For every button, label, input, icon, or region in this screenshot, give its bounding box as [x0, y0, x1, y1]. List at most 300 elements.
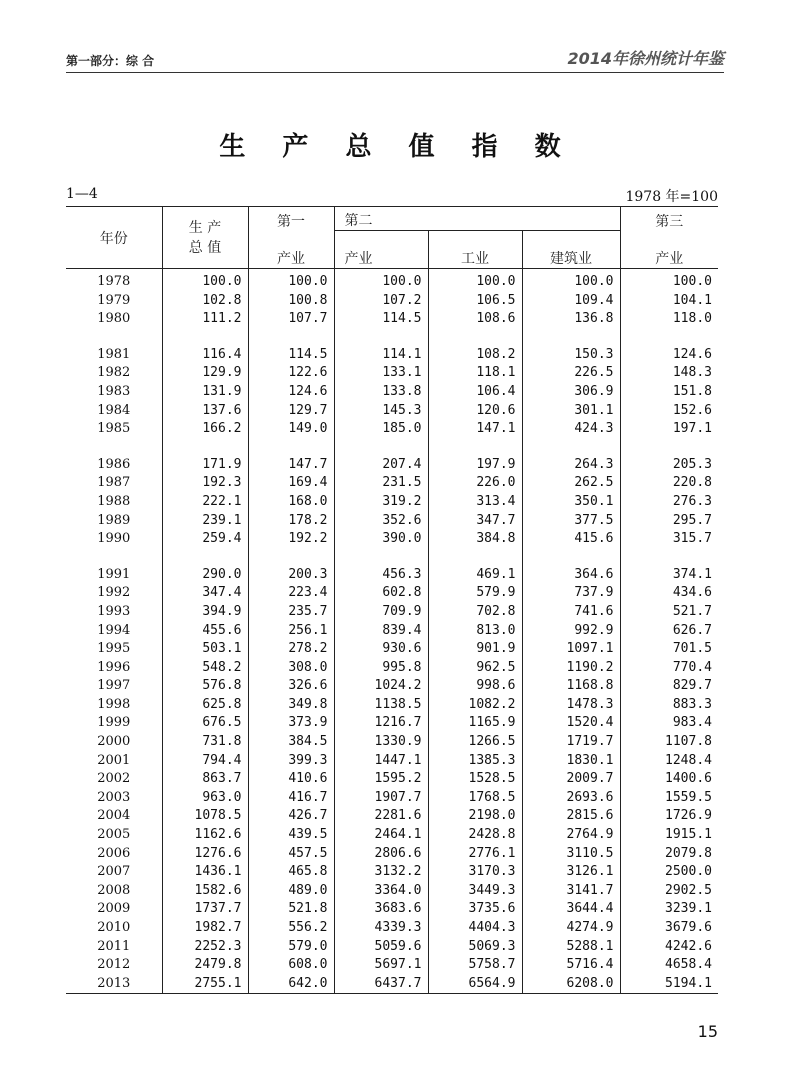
table-row [66, 530, 718, 549]
cell-tertiary: 118.0 [620, 310, 718, 329]
cell-tertiary: 4658.4 [620, 956, 718, 975]
table-row [66, 752, 718, 771]
cell-secondary: 2806.6 [334, 845, 428, 864]
cell-year: 1990 [97, 531, 131, 547]
cell-primary: 416.7 [248, 789, 334, 808]
cell-gdp: 1078.5 [162, 807, 248, 826]
cell-industry: 120.6 [428, 402, 522, 421]
cell-industry: 106.4 [428, 383, 522, 402]
spacer-cell [248, 329, 334, 346]
header-industry: 工业 [428, 231, 522, 269]
cell-construction: 3644.4 [522, 900, 620, 919]
cell-construction: 1830.1 [522, 752, 620, 771]
cell-secondary: 1138.5 [334, 696, 428, 715]
table-row [66, 269, 718, 292]
cell-construction: 262.5 [522, 474, 620, 493]
cell-primary: 278.2 [248, 640, 334, 659]
cell-construction: 3110.5 [522, 845, 620, 864]
cell-tertiary: 2500.0 [620, 863, 718, 882]
cell-industry: 226.0 [428, 474, 522, 493]
cell-construction: 1478.3 [522, 696, 620, 715]
header-year: 年份 [66, 207, 162, 269]
cell-industry: 100.0 [428, 269, 522, 292]
cell-industry: 3735.6 [428, 900, 522, 919]
cell-construction: 5288.1 [522, 938, 620, 957]
cell-primary: 579.0 [248, 938, 334, 957]
cell-gdp: 192.3 [162, 474, 248, 493]
table-row [66, 659, 718, 678]
cell-year: 2001 [97, 752, 131, 768]
page-number: 15 [697, 1022, 718, 1041]
cell-industry: 901.9 [428, 640, 522, 659]
table-row [66, 696, 718, 715]
cell-gdp: 131.9 [162, 383, 248, 402]
cell-year: 2013 [66, 975, 162, 994]
spacer-cell [248, 549, 334, 566]
cell-year: 1981 [97, 346, 131, 362]
table-row [66, 566, 718, 585]
table-row [66, 770, 718, 789]
cell-tertiary: 829.7 [620, 677, 718, 696]
cell-year: 1983 [97, 383, 131, 399]
header-primary-line1: 第一 [248, 207, 334, 231]
cell-secondary: 930.6 [334, 640, 428, 659]
cell-primary: 457.5 [248, 845, 334, 864]
table-row [66, 789, 718, 808]
base-year-note: 1978 年=100 [625, 189, 718, 205]
table-row [66, 956, 718, 975]
cell-construction: 306.9 [522, 383, 620, 402]
cell-gdp: 290.0 [162, 566, 248, 585]
cell-tertiary: 3679.6 [620, 919, 718, 938]
cell-primary: 129.7 [248, 402, 334, 421]
spacer-cell [248, 439, 334, 456]
cell-tertiary: 1915.1 [620, 826, 718, 845]
cell-secondary: 390.0 [334, 530, 428, 549]
cell-year: 1996 [97, 659, 131, 675]
cell-primary: 107.7 [248, 310, 334, 329]
cell-secondary: 3683.6 [334, 900, 428, 919]
cell-primary: 100.8 [248, 292, 334, 311]
cell-primary: 114.5 [248, 346, 334, 365]
cell-gdp: 102.8 [162, 292, 248, 311]
cell-year: 2012 [97, 957, 131, 973]
cell-year: 2003 [97, 789, 131, 805]
cell-year: 1993 [97, 603, 131, 619]
cell-tertiary: 374.1 [620, 566, 718, 585]
cell-primary: 169.4 [248, 474, 334, 493]
cell-year: 2002 [97, 771, 131, 787]
row-group-spacer [66, 549, 718, 566]
cell-gdp: 1436.1 [162, 863, 248, 882]
cell-primary: 100.0 [248, 269, 334, 292]
cell-gdp: 963.0 [162, 789, 248, 808]
header-rule [66, 72, 724, 73]
cell-tertiary: 4242.6 [620, 938, 718, 957]
cell-year: 1978 [97, 274, 131, 289]
cell-secondary: 1216.7 [334, 714, 428, 733]
table-row [66, 383, 718, 402]
spacer-cell [162, 549, 248, 566]
spacer-cell [66, 549, 162, 566]
cell-construction: 136.8 [522, 310, 620, 329]
cell-gdp: 394.9 [162, 603, 248, 622]
cell-gdp: 2755.1 [162, 975, 248, 994]
cell-construction: 301.1 [522, 402, 620, 421]
cell-primary: 373.9 [248, 714, 334, 733]
cell-primary: 147.7 [248, 456, 334, 475]
cell-secondary: 6437.7 [334, 975, 428, 994]
table-row [66, 512, 718, 531]
cell-primary: 223.4 [248, 584, 334, 603]
table-row [66, 826, 718, 845]
spacer-cell [428, 329, 522, 346]
cell-industry: 106.5 [428, 292, 522, 311]
cell-industry: 1768.5 [428, 789, 522, 808]
yearbook-title: 2014年徐州统计年鉴 [567, 49, 724, 68]
cell-construction: 1719.7 [522, 733, 620, 752]
cell-year: 1989 [97, 512, 131, 528]
cell-secondary: 3132.2 [334, 863, 428, 882]
cell-primary: 149.0 [248, 420, 334, 439]
table-row [66, 364, 718, 383]
row-group-spacer [66, 439, 718, 456]
table-row [66, 882, 718, 901]
cell-industry: 3449.3 [428, 882, 522, 901]
cell-secondary: 1595.2 [334, 770, 428, 789]
table-row [66, 584, 718, 603]
cell-secondary: 602.8 [334, 584, 428, 603]
header-gdp [162, 207, 248, 269]
cell-primary: 384.5 [248, 733, 334, 752]
cell-tertiary: 1559.5 [620, 789, 718, 808]
cell-year: 1985 [97, 421, 131, 437]
cell-year: 2009 [97, 901, 131, 917]
spacer-cell [66, 329, 162, 346]
cell-tertiary: 205.3 [620, 456, 718, 475]
cell-secondary: 145.3 [334, 402, 428, 421]
table-number: 1—4 [66, 186, 98, 202]
cell-construction: 415.6 [522, 530, 620, 549]
header-gdp-line1: 生 产 [188, 219, 222, 236]
cell-gdp: 129.9 [162, 364, 248, 383]
cell-industry: 5069.3 [428, 938, 522, 957]
cell-primary: 235.7 [248, 603, 334, 622]
cell-industry: 5758.7 [428, 956, 522, 975]
cell-construction: 377.5 [522, 512, 620, 531]
cell-secondary: 352.6 [334, 512, 428, 531]
cell-industry: 108.6 [428, 310, 522, 329]
cell-construction: 2009.7 [522, 770, 620, 789]
cell-industry: 813.0 [428, 622, 522, 641]
cell-year: 2004 [97, 808, 131, 824]
spacer-cell [334, 439, 428, 456]
table-row [66, 493, 718, 512]
cell-tertiary: 2079.8 [620, 845, 718, 864]
cell-industry: 1528.5 [428, 770, 522, 789]
cell-construction: 424.3 [522, 420, 620, 439]
cell-year: 1982 [97, 365, 131, 381]
cell-construction: 1168.8 [522, 677, 620, 696]
cell-secondary: 133.1 [334, 364, 428, 383]
cell-tertiary: 1400.6 [620, 770, 718, 789]
cell-primary: 122.6 [248, 364, 334, 383]
cell-secondary: 114.5 [334, 310, 428, 329]
cell-year: 1991 [97, 566, 131, 582]
cell-primary: 192.2 [248, 530, 334, 549]
row-group-spacer [66, 329, 718, 346]
cell-secondary: 133.8 [334, 383, 428, 402]
header-primary-line2: 产业 [248, 231, 334, 269]
cell-tertiary: 148.3 [620, 364, 718, 383]
header-secondary-line2: 产业 [334, 231, 428, 269]
table-row [66, 845, 718, 864]
cell-industry: 147.1 [428, 420, 522, 439]
table-row [66, 807, 718, 826]
cell-secondary: 839.4 [334, 622, 428, 641]
cell-construction: 741.6 [522, 603, 620, 622]
cell-tertiary: 197.1 [620, 420, 718, 439]
header-tertiary-line1: 第三 [620, 207, 718, 231]
cell-gdp: 731.8 [162, 733, 248, 752]
cell-construction: 2815.6 [522, 807, 620, 826]
cell-industry: 3170.3 [428, 863, 522, 882]
cell-primary: 426.7 [248, 807, 334, 826]
gdp-index-table-container [66, 206, 718, 994]
cell-construction: 226.5 [522, 364, 620, 383]
table-row [66, 919, 718, 938]
cell-industry: 2428.8 [428, 826, 522, 845]
cell-primary: 489.0 [248, 882, 334, 901]
cell-construction: 1190.2 [522, 659, 620, 678]
cell-primary: 410.6 [248, 770, 334, 789]
cell-year: 1998 [97, 696, 131, 712]
cell-construction: 2693.6 [522, 789, 620, 808]
cell-primary: 200.3 [248, 566, 334, 585]
spacer-cell [162, 439, 248, 456]
cell-secondary: 1907.7 [334, 789, 428, 808]
cell-secondary: 4339.3 [334, 919, 428, 938]
cell-secondary: 114.1 [334, 346, 428, 365]
table-row [66, 938, 718, 957]
spacer-cell [522, 329, 620, 346]
spacer-cell [334, 549, 428, 566]
cell-tertiary: 983.4 [620, 714, 718, 733]
table-row [66, 310, 718, 329]
cell-year: 1995 [97, 641, 131, 657]
cell-tertiary: 295.7 [620, 512, 718, 531]
cell-year: 2000 [97, 734, 131, 750]
cell-industry: 197.9 [428, 456, 522, 475]
cell-gdp: 794.4 [162, 752, 248, 771]
cell-industry: 962.5 [428, 659, 522, 678]
table-row [66, 622, 718, 641]
cell-industry: 384.8 [428, 530, 522, 549]
cell-primary: 168.0 [248, 493, 334, 512]
cell-primary: 308.0 [248, 659, 334, 678]
cell-gdp: 100.0 [162, 269, 248, 292]
cell-primary: 521.8 [248, 900, 334, 919]
cell-secondary: 1447.1 [334, 752, 428, 771]
cell-secondary: 100.0 [334, 269, 428, 292]
table-row [66, 900, 718, 919]
cell-gdp: 116.4 [162, 346, 248, 365]
cell-year: 1984 [97, 402, 131, 418]
table-row [66, 975, 718, 994]
cell-gdp: 1582.6 [162, 882, 248, 901]
spacer-cell [522, 549, 620, 566]
cell-gdp: 2252.3 [162, 938, 248, 957]
table-row [66, 863, 718, 882]
cell-tertiary: 626.7 [620, 622, 718, 641]
cell-primary: 178.2 [248, 512, 334, 531]
cell-tertiary: 151.8 [620, 383, 718, 402]
spacer-cell [522, 439, 620, 456]
cell-gdp: 676.5 [162, 714, 248, 733]
cell-gdp: 455.6 [162, 622, 248, 641]
cell-secondary: 207.4 [334, 456, 428, 475]
header-gdp-line2: 总 值 [188, 239, 222, 256]
spacer-cell [66, 439, 162, 456]
cell-industry: 1266.5 [428, 733, 522, 752]
cell-tertiary: 434.6 [620, 584, 718, 603]
cell-industry: 313.4 [428, 493, 522, 512]
cell-gdp: 863.7 [162, 770, 248, 789]
table-row [66, 474, 718, 493]
cell-gdp: 576.8 [162, 677, 248, 696]
cell-secondary: 107.2 [334, 292, 428, 311]
cell-year: 1988 [97, 493, 131, 509]
cell-secondary: 1024.2 [334, 677, 428, 696]
cell-gdp: 1737.7 [162, 900, 248, 919]
cell-industry: 1082.2 [428, 696, 522, 715]
spacer-cell [162, 329, 248, 346]
cell-tertiary: 3239.1 [620, 900, 718, 919]
cell-gdp: 548.2 [162, 659, 248, 678]
table-row [66, 733, 718, 752]
cell-construction: 264.3 [522, 456, 620, 475]
cell-year: 2005 [97, 827, 131, 843]
cell-tertiary: 104.1 [620, 292, 718, 311]
spacer-cell [620, 549, 718, 566]
spacer-cell [620, 439, 718, 456]
cell-construction: 1097.1 [522, 640, 620, 659]
cell-secondary: 319.2 [334, 493, 428, 512]
cell-primary: 465.8 [248, 863, 334, 882]
cell-gdp: 503.1 [162, 640, 248, 659]
cell-industry: 469.1 [428, 566, 522, 585]
cell-tertiary: 883.3 [620, 696, 718, 715]
cell-primary: 439.5 [248, 826, 334, 845]
spacer-cell [620, 329, 718, 346]
gdp-index-table [66, 206, 718, 994]
cell-construction: 1520.4 [522, 714, 620, 733]
cell-tertiary: 1726.9 [620, 807, 718, 826]
table-row [66, 640, 718, 659]
spacer-cell [428, 549, 522, 566]
cell-year: 1999 [97, 715, 131, 731]
cell-industry: 347.7 [428, 512, 522, 531]
cell-year: 1994 [97, 622, 131, 638]
cell-primary: 124.6 [248, 383, 334, 402]
cell-construction: 109.4 [522, 292, 620, 311]
cell-gdp: 259.4 [162, 530, 248, 549]
cell-gdp: 171.9 [162, 456, 248, 475]
cell-secondary: 709.9 [334, 603, 428, 622]
table-row [66, 402, 718, 421]
table-row [66, 677, 718, 696]
cell-gdp: 1162.6 [162, 826, 248, 845]
cell-tertiary: 315.7 [620, 530, 718, 549]
header-construction: 建筑业 [522, 231, 620, 269]
table-row [66, 346, 718, 365]
cell-gdp: 111.2 [162, 310, 248, 329]
page-title: 生 产 总 值 指 数 [219, 132, 575, 162]
cell-tertiary: 5194.1 [620, 975, 718, 994]
cell-construction: 3126.1 [522, 863, 620, 882]
cell-tertiary: 521.7 [620, 603, 718, 622]
cell-primary: 349.8 [248, 696, 334, 715]
cell-tertiary: 770.4 [620, 659, 718, 678]
cell-secondary: 5697.1 [334, 956, 428, 975]
cell-construction: 2764.9 [522, 826, 620, 845]
header-tertiary-line2: 产业 [620, 231, 718, 269]
cell-construction: 6208.0 [522, 975, 620, 994]
cell-construction: 100.0 [522, 269, 620, 292]
cell-year: 1979 [97, 292, 131, 308]
cell-secondary: 1330.9 [334, 733, 428, 752]
cell-secondary: 2464.1 [334, 826, 428, 845]
cell-year: 1986 [97, 456, 131, 472]
cell-primary: 256.1 [248, 622, 334, 641]
table-row [66, 420, 718, 439]
cell-secondary: 185.0 [334, 420, 428, 439]
cell-industry: 2776.1 [428, 845, 522, 864]
cell-year: 1987 [97, 475, 131, 491]
cell-tertiary: 1248.4 [620, 752, 718, 771]
header-secondary-line1: 第二 [334, 207, 620, 231]
cell-tertiary: 701.5 [620, 640, 718, 659]
cell-gdp: 239.1 [162, 512, 248, 531]
cell-primary: 608.0 [248, 956, 334, 975]
cell-industry: 108.2 [428, 346, 522, 365]
table-row [66, 603, 718, 622]
cell-primary: 399.3 [248, 752, 334, 771]
cell-primary: 326.6 [248, 677, 334, 696]
cell-gdp: 347.4 [162, 584, 248, 603]
cell-industry: 579.9 [428, 584, 522, 603]
cell-secondary: 456.3 [334, 566, 428, 585]
cell-construction: 364.6 [522, 566, 620, 585]
cell-year: 1980 [97, 311, 131, 327]
cell-year: 1997 [97, 678, 131, 694]
cell-construction: 992.9 [522, 622, 620, 641]
cell-primary: 556.2 [248, 919, 334, 938]
cell-secondary: 2281.6 [334, 807, 428, 826]
cell-gdp: 625.8 [162, 696, 248, 715]
cell-industry: 2198.0 [428, 807, 522, 826]
cell-secondary: 3364.0 [334, 882, 428, 901]
cell-gdp: 1982.7 [162, 919, 248, 938]
cell-primary: 642.0 [248, 975, 334, 994]
cell-gdp: 222.1 [162, 493, 248, 512]
cell-industry: 118.1 [428, 364, 522, 383]
cell-secondary: 231.5 [334, 474, 428, 493]
cell-construction: 150.3 [522, 346, 620, 365]
cell-secondary: 5059.6 [334, 938, 428, 957]
table-row [66, 714, 718, 733]
cell-tertiary: 152.6 [620, 402, 718, 421]
